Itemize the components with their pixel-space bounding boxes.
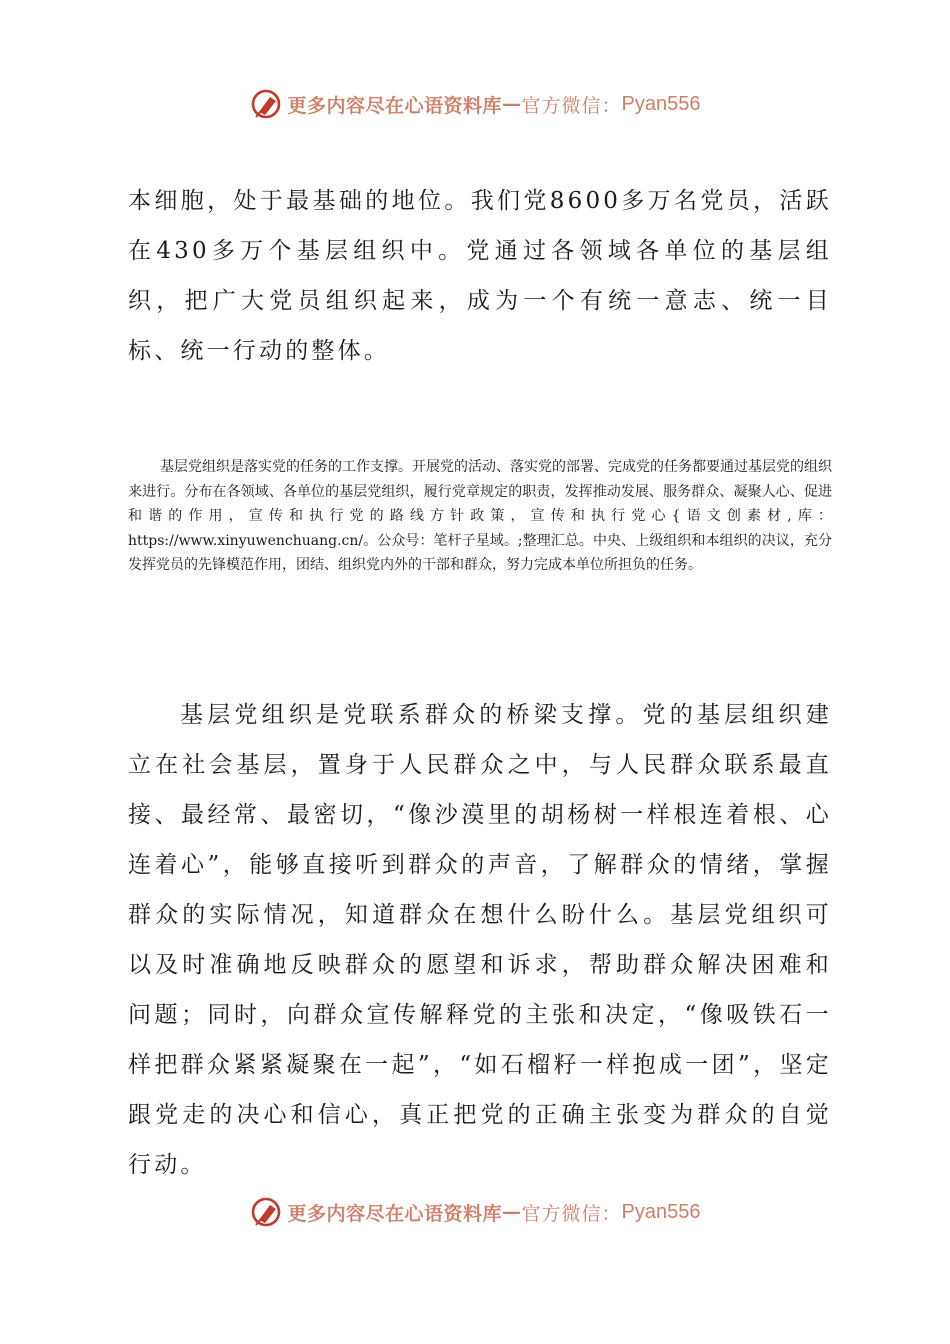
paragraph-1: 本细胞，处于最基础的地位。我们党8600多万名党员，活跃在430多万个基层组织中。党通过各领域各单位的基层组织，把广大党员组织起来，成为一个有统一意志、统一目标、统一行动的整体。 — [128, 188, 832, 364]
banner-wechat-id: Pyan556 — [621, 1200, 701, 1223]
logo-icon — [250, 1195, 284, 1229]
banner-dash: — — [502, 93, 522, 115]
banner-title: 更多内容尽在心语资料库 — [287, 1202, 503, 1225]
banner-wechat-label: 官方微信： — [521, 94, 622, 117]
header-banner — [0, 84, 950, 124]
banner-title: 更多内容尽在心语资料库 — [287, 94, 503, 117]
banner-wechat-id: Pyan556 — [621, 92, 701, 115]
logo-icon — [250, 87, 284, 121]
footer-banner — [0, 1192, 950, 1232]
paragraph-2: 基层党组织是落实党的任务的工作支撑。开展党的活动、落实党的部署、完成党的任务都要通过基层党的组织来进行。分布在各领域、各单位的基层党组织，履行党章规定的职责，发挥推动发展、服务群众、凝聚人心、促进和谐的作用，宣传和执行党的路线方针政策，宣传和执行党心{语文创素材,库：https://www.xinyuwenchuang.cn/。公众号：笔杆子星域。;整理汇总。中央、上级组织和本组织的决议，充分发挥党员的先锋模范作用，团结、组织党内外的干部和群众，努力完成本单位所担负的任务。 — [128, 459, 832, 574]
banner-dash: — — [502, 1201, 522, 1223]
paragraph-3: 基层党组织是党联系群众的桥梁支撑。党的基层组织建立在社会基层，置身于人民群众之中，与人民群众联系最直接、最经常、最密切，“像沙漠里的胡杨树一样根连着根、心连着心”，能够直接听到群众的声音，了解群众的情绪，掌握群众的实际情况，知道群众在想什么盼什么。基层党组织可以及时准确地反映群众的愿望和诉求，帮助群众解决困难和问题；同时，向群众宣传解释党的主张和决定，“像吸铁石一样把群众紧紧凝聚在一起”，“如石榴籽一样抱成一团”，坚定跟党走的决心和信心，真正把党的正确主张变为群众的自觉行动。 — [128, 702, 832, 1178]
banner-wechat-label: 官方微信： — [521, 1202, 622, 1225]
